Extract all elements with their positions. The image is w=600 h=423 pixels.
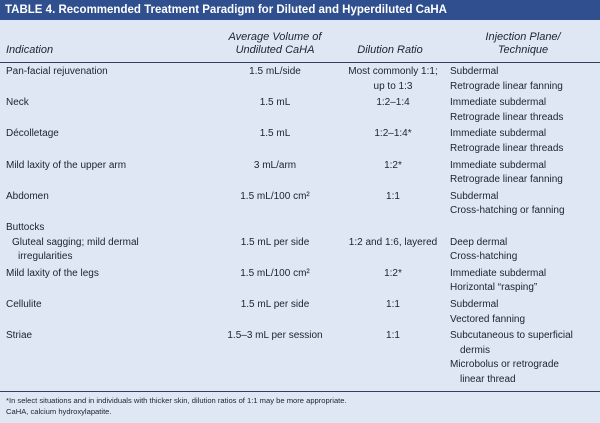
header-injection bbox=[446, 31, 600, 57]
table-row bbox=[0, 327, 600, 387]
header-volume-line1: Average Volume of bbox=[228, 31, 322, 43]
cell-volume: 1.5 mL/side bbox=[249, 66, 301, 77]
table-group-row bbox=[0, 219, 600, 236]
header-indication: Indication bbox=[6, 44, 54, 56]
table-row bbox=[0, 157, 600, 188]
header-injection-line2: Technique bbox=[497, 44, 549, 56]
cell-injection-line2: Retrograde linear fanning bbox=[450, 80, 563, 92]
cell-injection-line2: Retrograde linear fanning bbox=[450, 174, 563, 186]
cell-injection-line2: Retrograde linear threads bbox=[450, 111, 564, 123]
header-dilution: Dilution Ratio bbox=[357, 44, 423, 56]
cell-volume: 1.5–3 mL per session bbox=[227, 330, 323, 342]
cell-injection bbox=[446, 298, 600, 327]
cell-volume: 1.5 mL per side bbox=[240, 236, 310, 248]
cell-dilution: 1:2* bbox=[384, 267, 402, 279]
cell-indication: Cellulite bbox=[6, 298, 42, 310]
cell-injection-line1: Immediate subdermal bbox=[450, 97, 547, 109]
cell-indication: Abdomen bbox=[6, 190, 49, 202]
cell-injection-line2: Microbolus or retrograde bbox=[450, 359, 559, 371]
table-title: TABLE 4. Recommended Treatment Paradigm for Diluted and Hyperdiluted CaHA bbox=[0, 0, 600, 20]
footer-rule bbox=[0, 391, 600, 392]
cell-volume: 3 mL/arm bbox=[253, 159, 297, 171]
cell-volume: 1.5 mL bbox=[259, 128, 291, 140]
cell-injection-line2: Vectored fanning bbox=[450, 313, 526, 325]
cell-dilution-line2: up to 1:3 bbox=[373, 80, 413, 92]
cell-dilution: 1:2 and 1:6, layered bbox=[348, 236, 438, 248]
cell-dilution: 1:1 bbox=[386, 190, 400, 202]
cell-indication-line2: irregularities bbox=[18, 251, 73, 263]
cell-injection-line1: Immediate subdermal bbox=[450, 267, 547, 279]
cell-indication bbox=[0, 236, 200, 265]
cell-dilution bbox=[340, 65, 446, 94]
cell-injection bbox=[446, 159, 600, 188]
cell-indication: Pan-facial rejuvenation bbox=[6, 66, 108, 77]
cell-indication: Striae bbox=[6, 330, 33, 342]
table-row bbox=[0, 63, 600, 94]
cell-injection-line2: Retrograde linear threads bbox=[450, 142, 564, 154]
cell-dilution-line1: Most commonly 1:1; bbox=[348, 66, 438, 77]
cell-injection bbox=[446, 190, 600, 219]
cell-injection-line1: Subdermal bbox=[450, 298, 499, 310]
cell-volume: 1.5 mL/100 cm² bbox=[240, 267, 310, 279]
cell-indication-group: Buttocks bbox=[6, 221, 45, 233]
footnote-abbreviation: CaHA, calcium hydroxylapatite. bbox=[6, 407, 112, 416]
table-footnotes bbox=[6, 395, 347, 417]
cell-injection-line1b: dermis bbox=[460, 344, 491, 356]
cell-injection-line2: Cross-hatching bbox=[450, 251, 518, 263]
cell-volume: 1.5 mL bbox=[259, 97, 291, 109]
header-injection-line1: Injection Plane/ bbox=[485, 31, 561, 43]
cell-injection bbox=[446, 96, 600, 125]
cell-injection-line2: Cross-hatching or fanning bbox=[450, 205, 565, 217]
table-body bbox=[0, 63, 600, 387]
cell-indication: Décolletage bbox=[6, 128, 59, 140]
cell-dilution: 1:1 bbox=[386, 330, 400, 342]
table-row bbox=[0, 236, 600, 265]
header-volume bbox=[200, 31, 350, 57]
cell-injection bbox=[446, 329, 600, 387]
cell-injection-line2b: linear thread bbox=[460, 373, 516, 385]
cell-injection-line2: Horizontal “rasping” bbox=[450, 282, 538, 294]
cell-dilution: 1:2–1:4 bbox=[376, 97, 410, 109]
cell-injection bbox=[446, 127, 600, 156]
table-row bbox=[0, 296, 600, 327]
cell-injection-line1: Immediate subdermal bbox=[450, 159, 547, 171]
cell-indication-line1: Gluteal sagging; mild dermal bbox=[12, 236, 139, 248]
table-row bbox=[0, 125, 600, 156]
cell-injection-line1: Subcutaneous to superficial bbox=[450, 330, 573, 342]
cell-volume: 1.5 mL/100 cm² bbox=[240, 190, 310, 202]
table-row bbox=[0, 188, 600, 219]
cell-dilution: 1:2* bbox=[384, 159, 402, 171]
cell-injection-line1: Deep dermal bbox=[450, 236, 508, 248]
table-header bbox=[0, 20, 600, 62]
cell-dilution: 1:1 bbox=[386, 298, 400, 310]
cell-dilution: 1:2–1:4* bbox=[374, 128, 412, 140]
cell-indication: Neck bbox=[6, 97, 29, 109]
cell-injection-line1: Subdermal bbox=[450, 66, 499, 77]
footnote-asterisk: *In select situations and in individuals with thicker skin, dilution ratios of 1:1 may be more appropriate. bbox=[6, 396, 347, 405]
cell-volume: 1.5 mL per side bbox=[240, 298, 310, 310]
table-row bbox=[0, 265, 600, 296]
cell-injection bbox=[446, 65, 600, 94]
cell-injection-line1: Immediate subdermal bbox=[450, 128, 547, 140]
cell-indication: Mild laxity of the upper arm bbox=[6, 159, 127, 171]
cell-indication: Mild laxity of the legs bbox=[6, 267, 99, 279]
header-volume-line2: Undiluted CaHA bbox=[235, 44, 315, 56]
cell-injection bbox=[446, 267, 600, 296]
table-row bbox=[0, 94, 600, 125]
cell-injection bbox=[446, 236, 600, 265]
cell-injection-line1: Subdermal bbox=[450, 190, 499, 202]
